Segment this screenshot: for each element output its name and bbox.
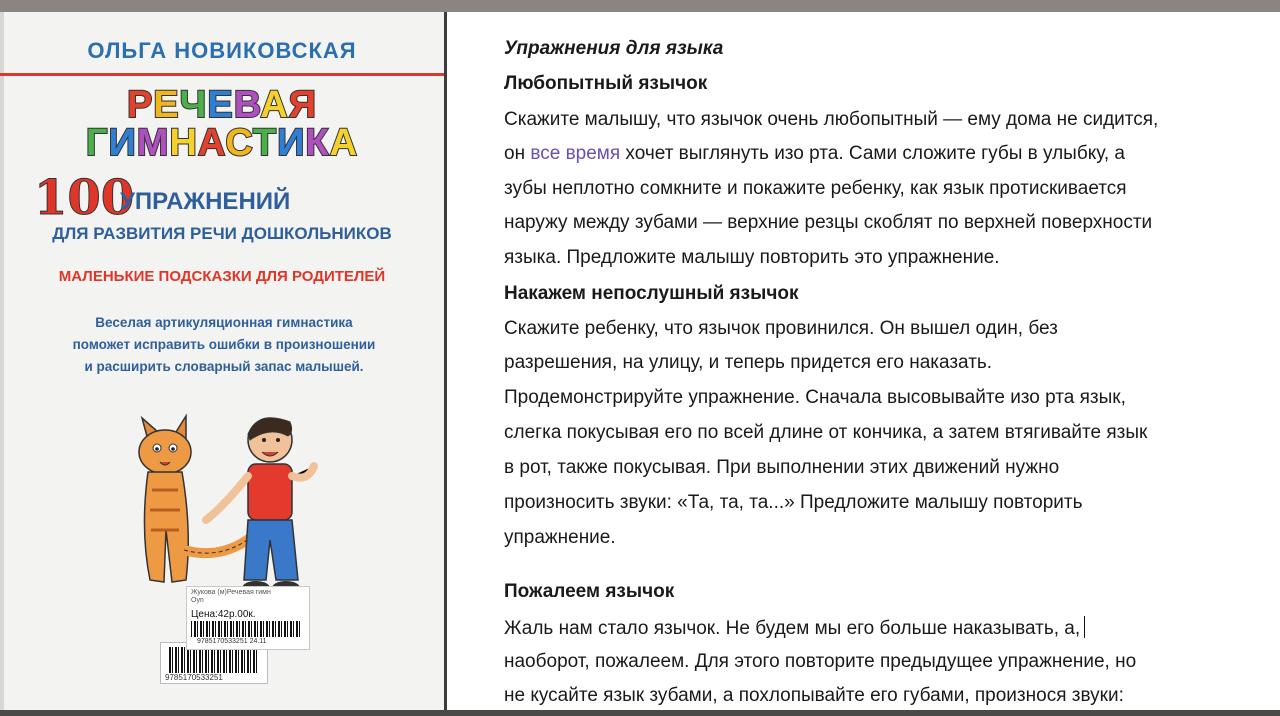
cover-title-letter: Р <box>126 84 154 126</box>
text-page <box>447 12 1280 712</box>
sticker-title: Жукова (м)Речевая гимн <box>191 589 271 596</box>
paragraph-text: хочет выглянуть изо рта. Сами сложите губы в улыбку, а <box>620 143 1125 164</box>
cover-title-line-1 <box>0 84 444 127</box>
boy-illustration <box>206 418 314 595</box>
cover-author: ОЛЬГА НОВИКОВСКАЯ <box>87 38 357 63</box>
cover-title-letter: И <box>277 122 306 164</box>
sticker-date: 24.11 <box>249 638 267 645</box>
section-title: Упражнения для языка <box>504 38 724 59</box>
paragraph-line: Скажите малышу, что язычок очень любопытный — ему дома не сидится, <box>504 109 1159 130</box>
paragraph-line: в рот, также покусывая. При выполнении этих движений нужно <box>504 457 1060 478</box>
paragraph-line: упражнение. <box>504 527 616 548</box>
sticker-price: Цена:42р.00к. <box>191 609 256 620</box>
exercise-title: Накажем непослушный язычок <box>504 283 799 304</box>
cover-title-letter: К <box>305 122 330 164</box>
bottom-frame <box>0 710 1280 716</box>
sticker-barcode-number <box>197 638 267 645</box>
cover-exercises: УПРАЖНЕНИЙ <box>120 188 291 215</box>
cover-divider <box>0 73 444 76</box>
paragraph-line: слегка покусывая его по всей длине от кончика, а затем втягивайте язык <box>504 422 1148 443</box>
sticker-barcode <box>191 621 301 637</box>
cover-blurb-line: поможет исправить ошибки в произношении <box>72 337 376 352</box>
book-cover <box>0 12 444 712</box>
cover-blurb-line: Веселая артикуляционная гимнастика <box>95 315 353 330</box>
paragraph-line: языка. Предложите малышу повторить это упражнение. <box>504 247 1000 268</box>
exercise-title: Любопытный язычок <box>504 73 708 94</box>
cover-title-letter: Е <box>207 84 234 126</box>
cover-title-letter: В <box>233 84 261 126</box>
cover-blurb <box>24 312 424 378</box>
cover-title-line-2 <box>0 122 444 165</box>
paragraph-line: наоборот, пожалеем. Для этого повторите предыдущее упражнение, но <box>504 651 1137 672</box>
paragraph-line: зубы неплотно сомкните и покажите ребенку, как язык протискивается <box>504 178 1127 199</box>
paragraph-line: наружу между зубами — верхние резцы скоблят по верхней поверхности <box>504 212 1153 233</box>
sticker-code: Оуп <box>191 597 204 604</box>
cover-title-letter: Н <box>169 122 198 164</box>
paragraph-line: произносить звуки: «Та, та, та...» Предложите малышу повторить <box>504 492 1083 513</box>
cover-illustration <box>120 410 340 610</box>
text-link[interactable]: все время <box>530 143 621 164</box>
cover-title-letter: Г <box>85 122 109 164</box>
sticker-barcode-digits: 9785170533251 <box>197 638 248 645</box>
cover-title-letter: М <box>136 122 170 164</box>
cover-blurb-line: и расширить словарный запас малышей. <box>84 359 364 374</box>
cover-title-letter: И <box>108 122 137 164</box>
paragraph-text: Жаль нам стало язычок. Не будем мы его больше наказывать, а, <box>504 618 1081 639</box>
cover-title-letter: Я <box>288 84 318 126</box>
paragraph-line: не кусайте язык зубами, а похлопывайте его губами, произнося звуки: <box>504 685 1124 706</box>
cover-title-letter: А <box>329 122 359 164</box>
text-cursor <box>1084 616 1085 638</box>
paragraph-line: разрешения, на улицу, и теперь придется его наказать. <box>504 352 993 373</box>
cover-title-letter: Е <box>153 84 180 126</box>
cover-title-letter: Т <box>252 122 278 164</box>
cover-title-letter: Ч <box>179 84 208 126</box>
paragraph-line <box>504 616 1085 640</box>
paragraph-line: Продемонстрируйте упражнение. Сначала высовывайте изо рта язык, <box>504 387 1126 408</box>
cover-title-letter: А <box>260 84 289 126</box>
paragraph-line <box>504 143 1125 165</box>
paragraph-text: он <box>504 143 531 164</box>
cover-subtitle: ДЛЯ РАЗВИТИЯ РЕЧИ ДОШКОЛЬНИКОВ <box>52 224 392 243</box>
paragraph-line: Скажите ребенку, что язычок провинился. Он вышел один, без <box>504 318 1058 339</box>
exercise-title: Пожалеем язычок <box>504 581 675 602</box>
cover-number: 100 <box>34 170 135 226</box>
barcode-number: 9785170533251 <box>165 673 223 682</box>
cover-title-letter: А <box>197 122 226 164</box>
barcode-bars <box>169 647 259 673</box>
cover-title-letter: С <box>225 122 253 164</box>
price-sticker <box>186 586 310 650</box>
cover-tips: МАЛЕНЬКИЕ ПОДСКАЗКИ ДЛЯ РОДИТЕЛЕЙ <box>58 268 386 285</box>
